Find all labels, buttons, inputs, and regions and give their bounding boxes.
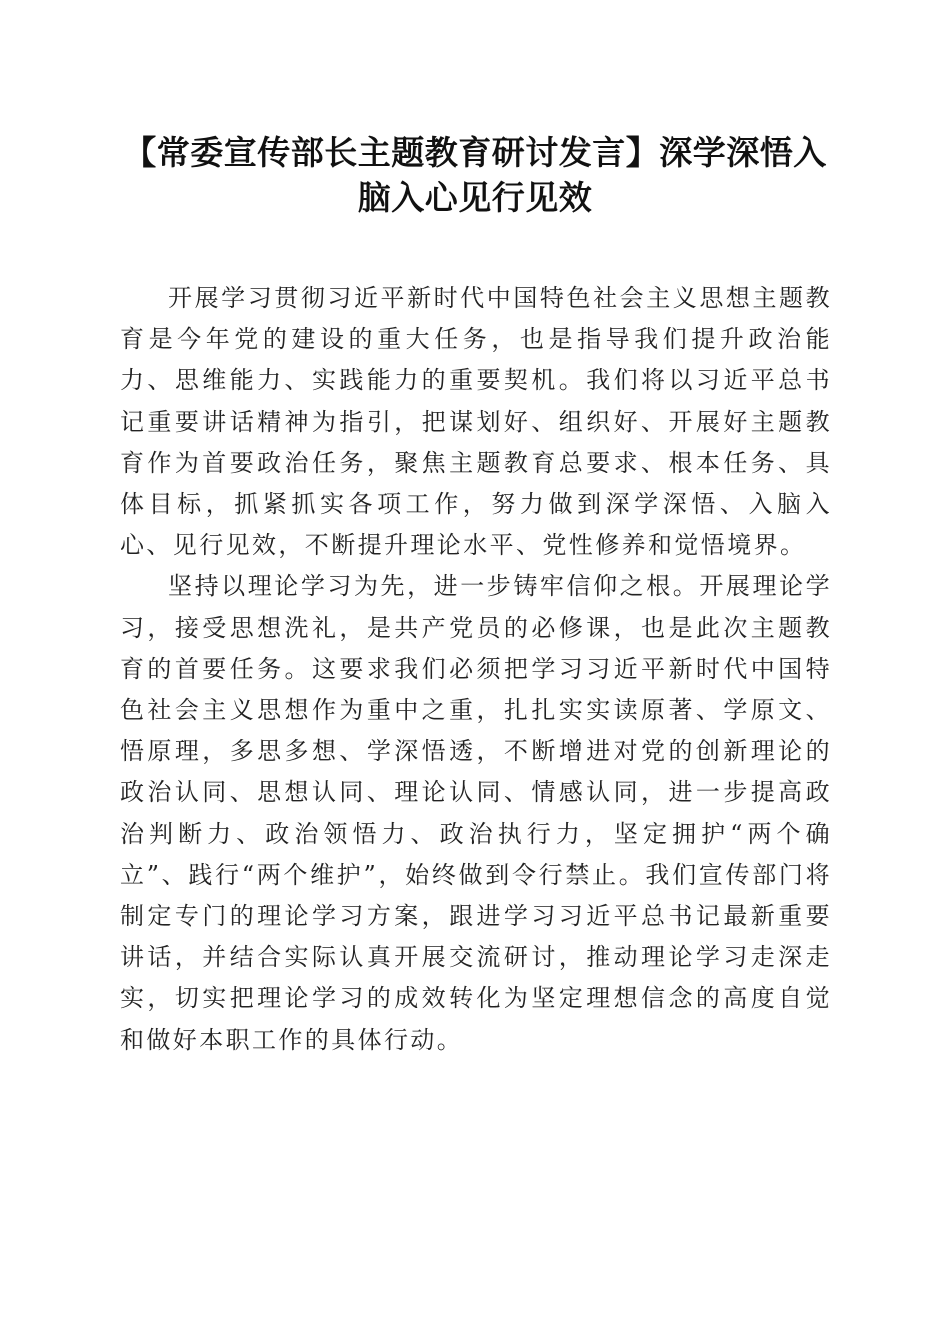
document-title: 【常委宣传部长主题教育研讨发言】深学深悟入脑入心见行见效 xyxy=(123,133,827,217)
paragraph-1: 开展学习贯彻习近平新时代中国特色社会主义思想主题教育是今年党的建设的重大任务，也是指导我们提升政治能力、思维能力、实践能力的重要契机。我们将以习近平总书记重要讲话精神为指引，把谋划好、组织好、开展好主题教育作为首要政治任务，聚焦主题教育总要求、根本任务、具体目标，抓紧抓实各项工作，努力做到深学深悟、入脑入心、见行见效，不断提升理论水平、党性修养和觉悟境界。 xyxy=(120,284,832,560)
paragraph-2: 坚持以理论学习为先，进一步铸牢信仰之根。开展理论学习，接受思想洗礼，是共产党员的必修课，也是此次主题教育的首要任务。这要求我们必须把学习习近平新时代中国特色社会主义思想作为重中之重，扎扎实实读原著、学原文、悟原理，多思多想、学深悟透，不断增进对党的创新理论的政治认同、思想认同、理论认同、情感认同，进一步提高政治判断力、政治领悟力、政治执行力，坚定拥护“两个确立”、践行“两个维护”，始终做到令行禁止。我们宣传部门将制定专门的理论学习方案，跟进学习习近平总书记最新重要讲话，并结合实际认真开展交流研讨，推动理论学习走深走实，切实把理论学习的成效转化为坚定理想信念的高度自觉和做好本职工作的具体行动。 xyxy=(120,572,832,1054)
document-body xyxy=(120,278,832,1061)
